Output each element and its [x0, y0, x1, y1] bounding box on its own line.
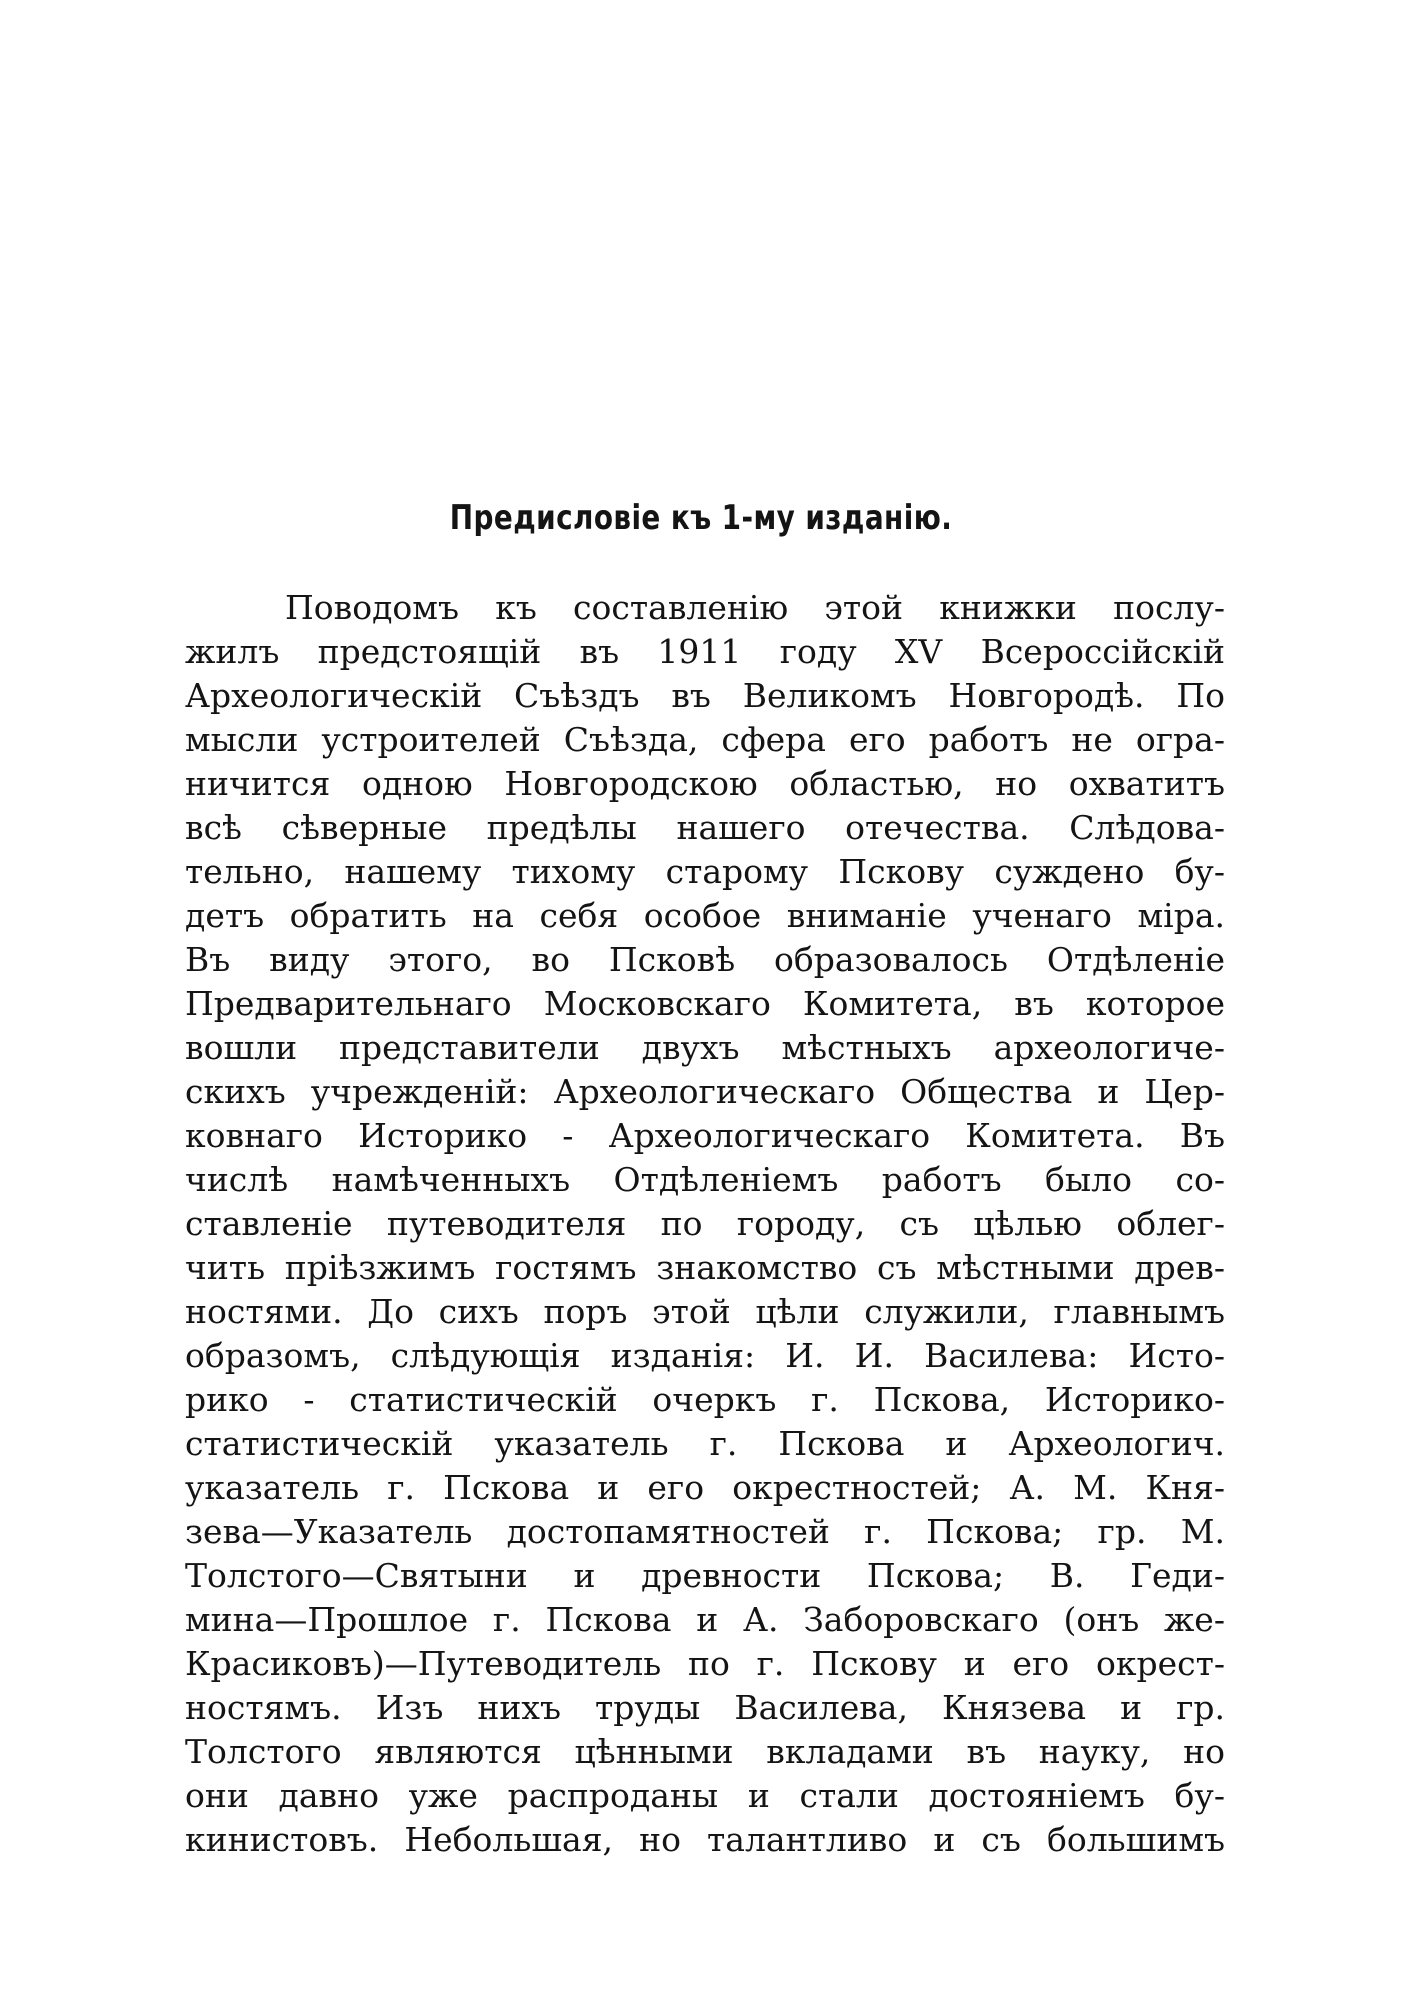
- text-line: Въ виду этого, во Псковѣ образовалось Отдѣленіе: [185, 940, 1225, 979]
- text-line: Толстого—Святыни и древности Пскова; В. Геди-: [185, 1556, 1225, 1595]
- text-line: мысли устроителей Съѣзда, сфера его работъ не огра-: [185, 720, 1225, 759]
- text-line: мина—Прошлое г. Пскова и А. Заборовскаго (онъ же-: [185, 1600, 1225, 1639]
- text-line: детъ обратить на себя особое вниманіе ученаго міра.: [185, 896, 1225, 935]
- text-line: жилъ предстоящій въ 1911 году XV Всероссійскій: [185, 632, 1225, 671]
- text-line: зева—Указатель достопамятностей г. Пскова; гр. М.: [185, 1512, 1225, 1551]
- text-line: чить пріѣзжимъ гостямъ знакомство съ мѣстными древ-: [185, 1248, 1225, 1287]
- text-line: ставленіе путеводителя по городу, съ цѣлью облег-: [185, 1204, 1225, 1243]
- text-line: числѣ намѣченныхъ Отдѣленіемъ работъ было со-: [185, 1160, 1225, 1199]
- text-line: Толстого являются цѣнными вкладами въ науку, но: [185, 1732, 1225, 1771]
- text-line: ковнаго Историко - Археологическаго Комитета. Въ: [185, 1116, 1225, 1155]
- preface-paragraph: [185, 586, 1225, 1862]
- text-line: Красиковъ)—Путеводитель по г. Пскову и его окрест-: [185, 1644, 1225, 1683]
- text-line: Предварительнаго Московскаго Комитета, въ которое: [185, 984, 1225, 1023]
- text-line: Археологическій Съѣздъ въ Великомъ Новгородѣ. По: [185, 676, 1225, 715]
- page-title: Предисловіе къ 1-му изданію.: [449, 498, 953, 538]
- text-line: рико - статистическій очеркъ г. Пскова, Историко-: [185, 1380, 1225, 1419]
- text-line: ностямъ. Изъ нихъ труды Василева, Князева и гр.: [185, 1688, 1225, 1727]
- text-line: Поводомъ къ составленію этой книжки послу-: [285, 588, 1225, 627]
- text-line: ничится одною Новгородскою областью, но охватитъ: [185, 764, 1225, 803]
- text-line: ностями. До сихъ поръ этой цѣли служили, главнымъ: [185, 1292, 1225, 1331]
- text-line: вошли представители двухъ мѣстныхъ археологиче-: [185, 1028, 1225, 1067]
- text-line: статистическій указатель г. Пскова и Археологич.: [185, 1424, 1225, 1463]
- text-line: образомъ, слѣдующія изданія: И. И. Василева: Исто-: [185, 1336, 1225, 1375]
- text-line: всѣ сѣверные предѣлы нашего отечества. Слѣдова-: [185, 808, 1225, 847]
- text-line: скихъ учрежденій: Археологическаго Общества и Цер-: [185, 1072, 1225, 1111]
- text-line: кинистовъ. Небольшая, но талантливо и съ большимъ: [185, 1820, 1225, 1859]
- text-line: тельно, нашему тихому старому Пскову суждено бу-: [185, 852, 1225, 891]
- text-line: они давно уже распроданы и стали достояніемъ бу-: [185, 1776, 1225, 1815]
- text-line: указатель г. Пскова и его окрестностей; А. М. Кня-: [185, 1468, 1225, 1507]
